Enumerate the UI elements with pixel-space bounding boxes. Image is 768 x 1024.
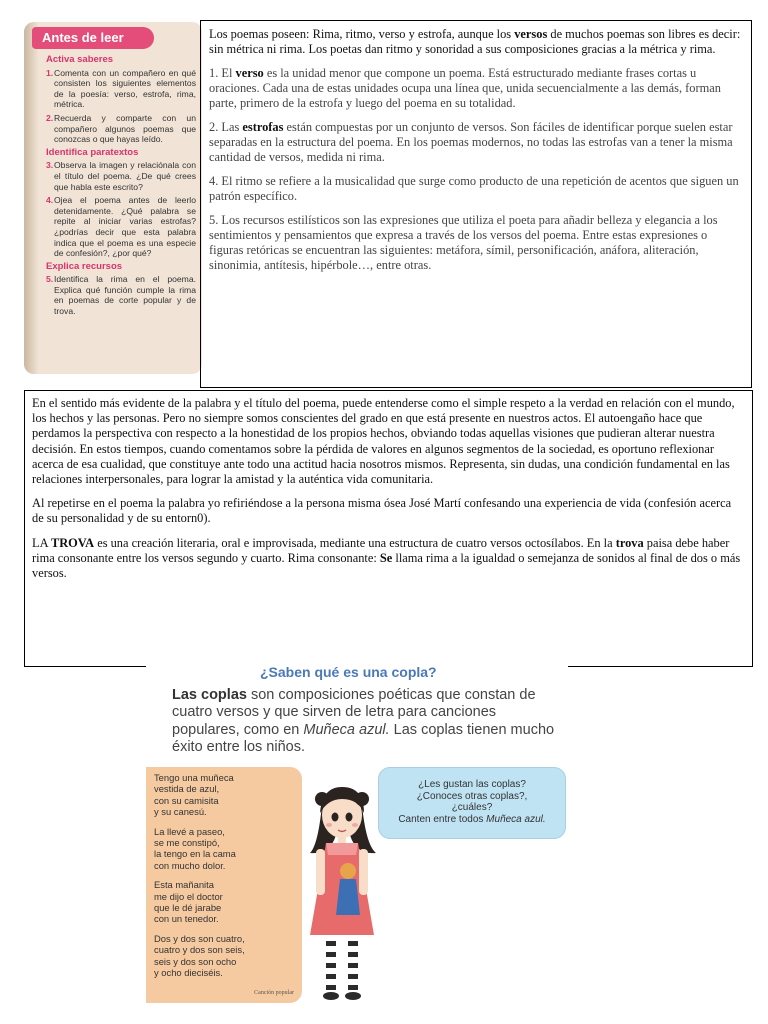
activity-item — [46, 68, 196, 110]
bubble-line: ¿cuáles? — [451, 802, 493, 814]
bubble-line: Canten entre todos Muñeca azul. — [398, 813, 546, 825]
section-heading: Explica recursos — [46, 260, 123, 272]
poem-stanza: Esta mañanita me dijo el doctor que le dé jarabe con un tenedor. — [154, 879, 223, 925]
estrofas-paragraph: 2. Las estrofas están compuestas por un conjunto de versos. Son fáciles de identificar porque suelen estar separadas en la estructura del poema. En los poemas modernos, no todas las estrofas van a tener la misma cantidad de versos, medida ni rima. — [209, 120, 733, 164]
intro-paragraph: Los poemas poseen: Rima, ritmo, verso y estrofa, aunque los versos de muchos poemas son libres es decir: sin métrica ni rima. Los poetas dan ritmo y sonoridad a sus composiciones gracias a la métrica y rima. — [209, 27, 741, 56]
trova-paragraph: LA TROVA es una creación literaria, oral e improvisada, mediante una estructura de cuatro versos octosílabos. En la trova paisa debe haber rima consonante entre los versos segundo y cuarto. Rima consonante: Se llama rima a la igualdad o semejanza de sonidos al final de dos o más versos. — [32, 535, 741, 581]
sidebar-content — [46, 54, 196, 320]
section-heading: Identifica paratextos — [46, 146, 139, 158]
item-text: Ojea el poema antes de leerlo detenidamente. ¿Qué palabra se repite al iniciar varias estrofas? ¿podrías decir que esta palabra indica que el poema es una especie de confesión?, ¿por qué? — [54, 195, 196, 259]
item-text: Identifica la rima en el poema. Explica qué función cumple la rima en poemas de corte popular y de trova. — [54, 274, 196, 317]
book-spine — [24, 22, 38, 374]
activity-item — [46, 113, 196, 145]
section-heading: Activa saberes — [46, 54, 114, 65]
activity-item — [46, 160, 196, 192]
bubble-line: ¿Conoces otras coplas?, — [416, 790, 528, 802]
girl-with-doll-illustration — [300, 775, 384, 1003]
copla-intro: Las coplas son composiciones poéticas que constan de cuatro versos y que sirven de letra para canciones populares, como en Muñeca azul. Las coplas tienen mucho éxito entre los niños. — [172, 687, 555, 756]
item-text: Observa la imagen y relaciónala con el título del poema. ¿De qué crees que habla este escrito? — [54, 160, 196, 192]
poem-stanza: La llevé a paseo, se me constipó, la tengo en la cama con mucho dolor. — [154, 825, 236, 871]
copla-section — [146, 663, 568, 1003]
speech-bubble — [378, 767, 566, 839]
analysis-box — [24, 390, 753, 667]
analysis-paragraph: Al repetirse en el poema la palabra yo refiriéndose a la persona misma ósea José Martí confesando una experiencia de vida (confesión acerca de su personalidad y de su entorn0). — [32, 496, 732, 526]
item-text: Recuerda y comparte con un compañero algunos poemas que conozcas o que hayas leído. — [54, 112, 196, 145]
item-number: 4. — [46, 195, 54, 206]
copla-poem-panel — [146, 767, 302, 1003]
poem-stanza: Tengo una muñeca vestida de azul, con su camisita y su canesú. — [154, 772, 234, 818]
recursos-paragraph: 5. Los recursos estilísticos son las expresiones que utiliza el poeta para añadir belleza y elegancia a los sentimientos y pensamientos que expresa a través de los versos del poema. Entre estas expresiones o figuras retóricas se encuentran las siguientes: metáfora, símil, personificación, anáfora, aliteración, sinonimia, antítesis, hipérbole…, entre otras. — [209, 213, 718, 272]
ritmo-paragraph: 4. El ritmo se refiere a la musicalidad que surge como producto de una repetición de acentos que siguen un patrón específico. — [209, 174, 739, 203]
poem-source: Canción popular — [254, 989, 294, 996]
analysis-paragraph: En el sentido más evidente de la palabra y el título del poema, puede entenderse como el simple respeto a la verdad en relación con el mundo, los hechos y las personas. Pero no siempre somos conscientes del grado en que está presente en nuestros actos. El autoengaño hace que perdamos la perspectiva con respecto a la honestidad de los propios hechos, obviando todas aquellas visiones que pudieran alterar nuestra decisión. En estos tiempos, cuando comentamos sobre la pérdida de valores en algunos segmentos de la sociedad, es oportuno reflexionar acerca de esa cualidad, que constituye ante todo una actitud hacia nosotros mismos. Representa, sin dudas, una condición fundamental en las relaciones interpersonales, para lograr la amistad y la auténtica vida comunitaria. — [32, 396, 735, 487]
item-number: 1. — [46, 67, 54, 78]
bubble-line: ¿Les gustan las coplas? — [418, 779, 526, 790]
antes-de-leer-sidebar — [24, 22, 202, 374]
activity-item — [46, 274, 196, 316]
item-number: 5. — [46, 274, 54, 285]
sidebar-banner: Antes de leer — [32, 27, 154, 49]
poem-stanza: Dos y dos son cuatro, cuatro y dos son seis, seis y dos son ocho y ocho dieciséis. — [154, 932, 245, 979]
copla-title: ¿Saben qué es una copla? — [260, 664, 437, 680]
item-text: Comenta con un compañero en qué consisten los siguientes elementos de la poesía: verso, estrofa, rima, métrica. — [54, 67, 196, 110]
activity-item — [46, 195, 196, 259]
poem-elements-box — [200, 20, 752, 388]
verso-paragraph: 1. El verso es la unidad menor que compone un poema. Está estructurado mediante frases cortas u oraciones. Cada una de estas unidades ocupa una línea que, unida secuencialmente a las demás, forman parte, primero de la estrofa y luego del poema en su totalidad. — [209, 66, 721, 110]
item-number: 2. — [46, 112, 54, 123]
item-number: 3. — [46, 160, 54, 171]
